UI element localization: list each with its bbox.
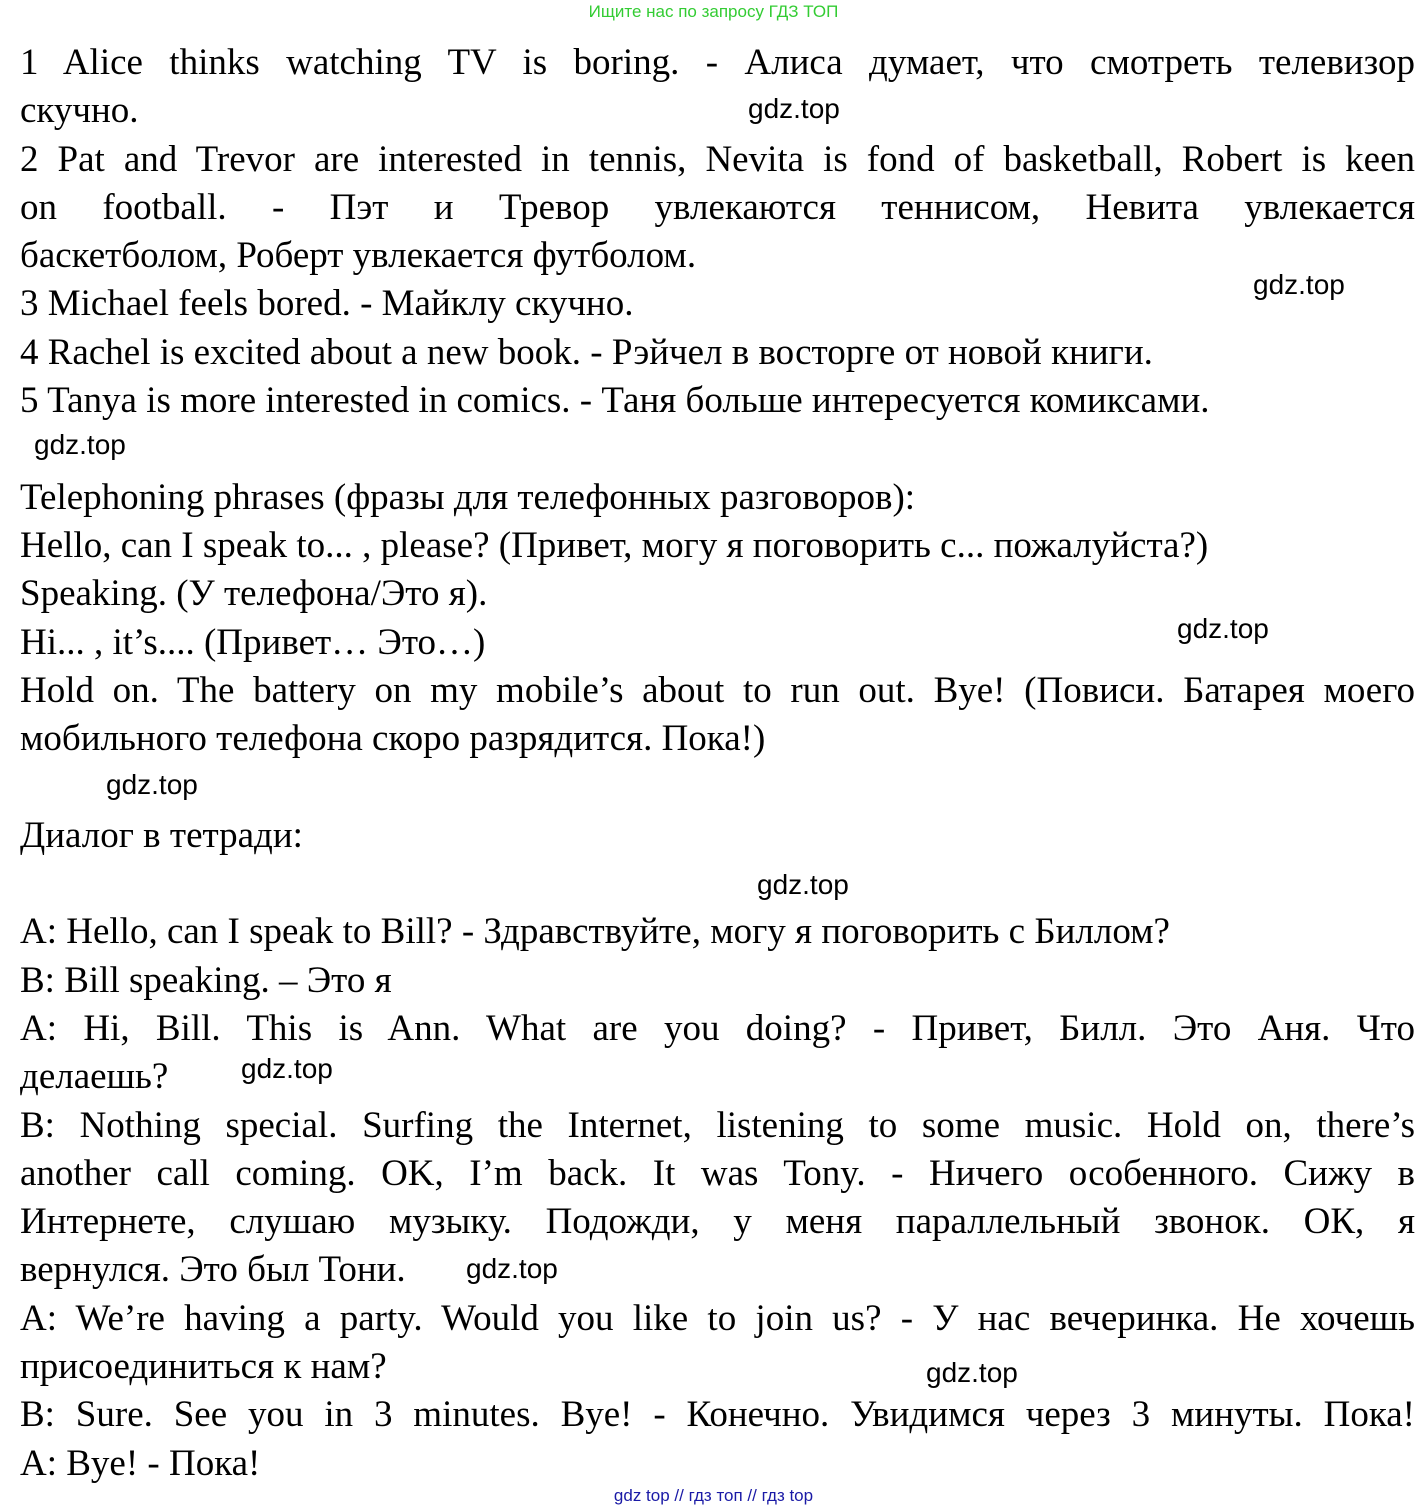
- dialog-line-6: another call coming. OK, I’m back. It was Tony. - Ничего особенного. Сижу в: [20, 1152, 1415, 1194]
- blank-line: [20, 763, 1415, 811]
- watermark-text: gdz.top: [241, 1053, 333, 1084]
- text-line-2: скучно.: [20, 90, 139, 132]
- dialog-line-9: A: We’re having a party. Would you like to join us? - У нас вечеринка. Не хочешь: [20, 1297, 1415, 1339]
- dialog-line-3: A: Hi, Bill. This is Ann. What are you doing? - Привет, Билл. Это Аня. Что: [20, 1007, 1415, 1049]
- text-line-5: баскетболом, Роберт увлекается футболом.: [20, 235, 697, 277]
- dialog-line-2: B: Bill speaking. – Это я: [20, 959, 392, 1001]
- dialog-heading: Диалог в тетради:: [20, 814, 303, 856]
- text-line-7: 4 Rachel is excited about a new book. - Рэйчел в восторге от новой книги.: [20, 331, 1153, 373]
- watermark-text: gdz.top: [34, 429, 126, 460]
- text-line-4: on football. - Пэт и Тревор увлекаются теннисом, Невита увлекается: [20, 186, 1415, 228]
- watermark-text: gdz.top: [106, 769, 198, 800]
- text-line-13: Hi... , it’s.... (Привет… Это…): [20, 621, 486, 663]
- watermark-text: gdz.top: [757, 869, 849, 900]
- phrases-heading: Telephoning phrases (фразы для телефонных разговоров):: [20, 476, 916, 518]
- text-line-1: 1 Alice thinks watching TV is boring. - Алиса думает, что смотреть телевизор: [20, 42, 1415, 83]
- dialog-line-8: вернулся. Это был Тони.: [20, 1249, 406, 1291]
- watermark-text: gdz.top: [466, 1253, 558, 1284]
- dialog-line-7: Интернете, слушаю музыку. Подожди, у меня параллельный звонок. ОК, я: [20, 1201, 1415, 1243]
- watermark-text: gdz.top: [926, 1357, 1018, 1388]
- text-line-11: Hello, can I speak to... , please? (Привет, могу я поговорить с... пожалуйста?): [20, 524, 1209, 566]
- text-line-15: мобильного телефона скоро разрядится. Пока!): [20, 718, 766, 760]
- dialog-line-4: делаешь?: [20, 1056, 169, 1098]
- text-line-14: Hold on. The battery on my mobile’s about to run out. Bye! (Повиси. Батарея моего: [20, 669, 1415, 711]
- blank-line: [20, 425, 1415, 473]
- document-body: [20, 39, 1415, 1488]
- dialog-line-11: B: Sure. See you in 3 minutes. Bye! - Конечно. Увидимся через 3 минуты. Пока!: [20, 1394, 1415, 1436]
- dialog-line-1: A: Hello, can I speak to Bill? - Здравствуйте, могу я поговорить с Биллом?: [20, 911, 1170, 953]
- dialog-line-12: A: Bye! - Пока!: [20, 1442, 261, 1484]
- dialog-line-10: присоединиться к нам?: [20, 1346, 387, 1388]
- blank-line: [20, 860, 1415, 908]
- text-line-3: 2 Pat and Trevor are interested in tennis, Nevita is fond of basketball, Robert is keen: [20, 138, 1415, 180]
- header-promo-note: Ищите нас по запросу ГДЗ ТОП: [588, 2, 839, 21]
- text-line-12: Speaking. (У телефона/Это я).: [20, 573, 488, 615]
- footer-promo-note: gdz top // гдз топ // гдз top: [613, 1486, 814, 1505]
- text-line-8: 5 Tanya is more interested in comics. - Таня больше интересуется комиксами.: [20, 380, 1210, 422]
- watermark-text: gdz.top: [1253, 269, 1345, 300]
- dialog-line-5: B: Nothing special. Surfing the Internet, listening to some music. Hold on, there’s: [20, 1104, 1415, 1146]
- watermark-text: gdz.top: [1177, 613, 1269, 644]
- watermark-text: gdz.top: [748, 93, 840, 124]
- text-line-6: 3 Michael feels bored. - Майклу скучно.: [20, 283, 634, 325]
